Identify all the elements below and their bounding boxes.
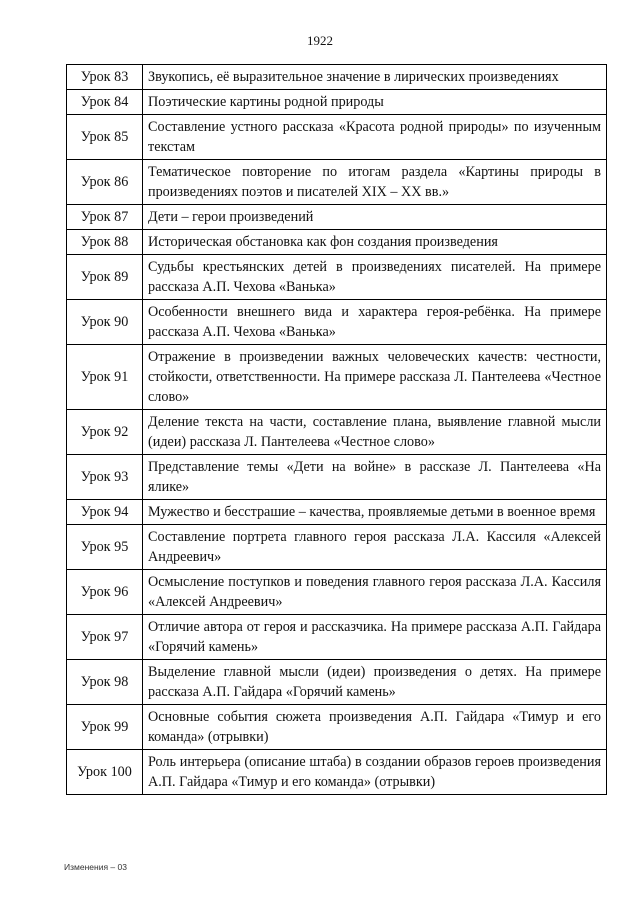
lessons-table xyxy=(66,64,607,795)
lesson-number: Урок 91 xyxy=(67,345,143,410)
page-number: 1922 xyxy=(307,33,333,48)
lesson-row xyxy=(67,660,607,705)
lesson-topic: Мужество и бесстрашие – качества, проявляемые детьми в военное время xyxy=(143,500,607,525)
lesson-number: Урок 92 xyxy=(67,410,143,455)
page-footer: Изменения – 03 xyxy=(64,862,127,872)
lesson-topic: Составление устного рассказа «Красота родной природы» по изученным текстам xyxy=(143,115,607,160)
lesson-row xyxy=(67,345,607,410)
lesson-number: Урок 94 xyxy=(67,500,143,525)
lesson-topic: Тематическое повторение по итогам раздела «Картины природы в произведениях поэтов и писателей XIX – XX вв.» xyxy=(143,160,607,205)
lesson-topic: Особенности внешнего вида и характера героя-ребёнка. На примере рассказа А.П. Чехова «Ванька» xyxy=(143,300,607,345)
lesson-topic: Дети – герои произведений xyxy=(143,205,607,230)
lesson-row xyxy=(67,410,607,455)
lesson-row xyxy=(67,255,607,300)
lesson-row xyxy=(67,615,607,660)
lesson-row xyxy=(67,455,607,500)
lesson-number: Урок 100 xyxy=(67,750,143,795)
lesson-number: Урок 95 xyxy=(67,525,143,570)
lesson-topic: Деление текста на части, составление плана, выявление главной мысли (идеи) рассказа Л. Пантелеева «Честное слово» xyxy=(143,410,607,455)
lesson-topic: Отличие автора от героя и рассказчика. На примере рассказа А.П. Гайдара «Горячий камень» xyxy=(143,615,607,660)
lesson-row xyxy=(67,750,607,795)
lesson-row xyxy=(67,500,607,525)
lesson-number: Урок 98 xyxy=(67,660,143,705)
lesson-row xyxy=(67,525,607,570)
lesson-row xyxy=(67,115,607,160)
lesson-topic: Роль интерьера (описание штаба) в создании образов героев произведения А.П. Гайдара «Тимур и его команда» (отрывки) xyxy=(143,750,607,795)
lesson-number: Урок 85 xyxy=(67,115,143,160)
lesson-topic: Основные события сюжета произведения А.П. Гайдара «Тимур и его команда» (отрывки) xyxy=(143,705,607,750)
lesson-number: Урок 84 xyxy=(67,90,143,115)
lesson-row xyxy=(67,205,607,230)
lesson-number: Урок 89 xyxy=(67,255,143,300)
lesson-topic: Отражение в произведении важных человеческих качеств: честности, стойкости, ответственности. На примере рассказа Л. Пантелеева «Честное слово» xyxy=(143,345,607,410)
lesson-number: Урок 83 xyxy=(67,65,143,90)
lessons-table-body xyxy=(67,65,607,795)
lesson-row xyxy=(67,65,607,90)
lesson-number: Урок 88 xyxy=(67,230,143,255)
lesson-topic: Выделение главной мысли (идеи) произведения о детях. На примере рассказа А.П. Гайдара «Горячий камень» xyxy=(143,660,607,705)
lesson-topic: Звукопись, её выразительное значение в лирических произведениях xyxy=(143,65,607,90)
lesson-number: Урок 96 xyxy=(67,570,143,615)
lesson-row xyxy=(67,230,607,255)
lesson-topic: Судьбы крестьянских детей в произведениях писателей. На примере рассказа А.П. Чехова «Ванька» xyxy=(143,255,607,300)
lesson-row xyxy=(67,570,607,615)
lesson-number: Урок 97 xyxy=(67,615,143,660)
lesson-topic: Осмысление поступков и поведения главного героя рассказа Л.А. Кассиля «Алексей Андреевич» xyxy=(143,570,607,615)
lesson-row xyxy=(67,705,607,750)
lesson-topic: Составление портрета главного героя рассказа Л.А. Кассиля «Алексей Андреевич» xyxy=(143,525,607,570)
lesson-topic: Историческая обстановка как фон создания произведения xyxy=(143,230,607,255)
lesson-row xyxy=(67,300,607,345)
lesson-number: Урок 90 xyxy=(67,300,143,345)
lesson-number: Урок 93 xyxy=(67,455,143,500)
lesson-number: Урок 86 xyxy=(67,160,143,205)
lesson-row xyxy=(67,160,607,205)
lesson-number: Урок 87 xyxy=(67,205,143,230)
lesson-topic: Поэтические картины родной природы xyxy=(143,90,607,115)
lesson-number: Урок 99 xyxy=(67,705,143,750)
lesson-row xyxy=(67,90,607,115)
lesson-topic: Представление темы «Дети на войне» в рассказе Л. Пантелеева «На ялике» xyxy=(143,455,607,500)
